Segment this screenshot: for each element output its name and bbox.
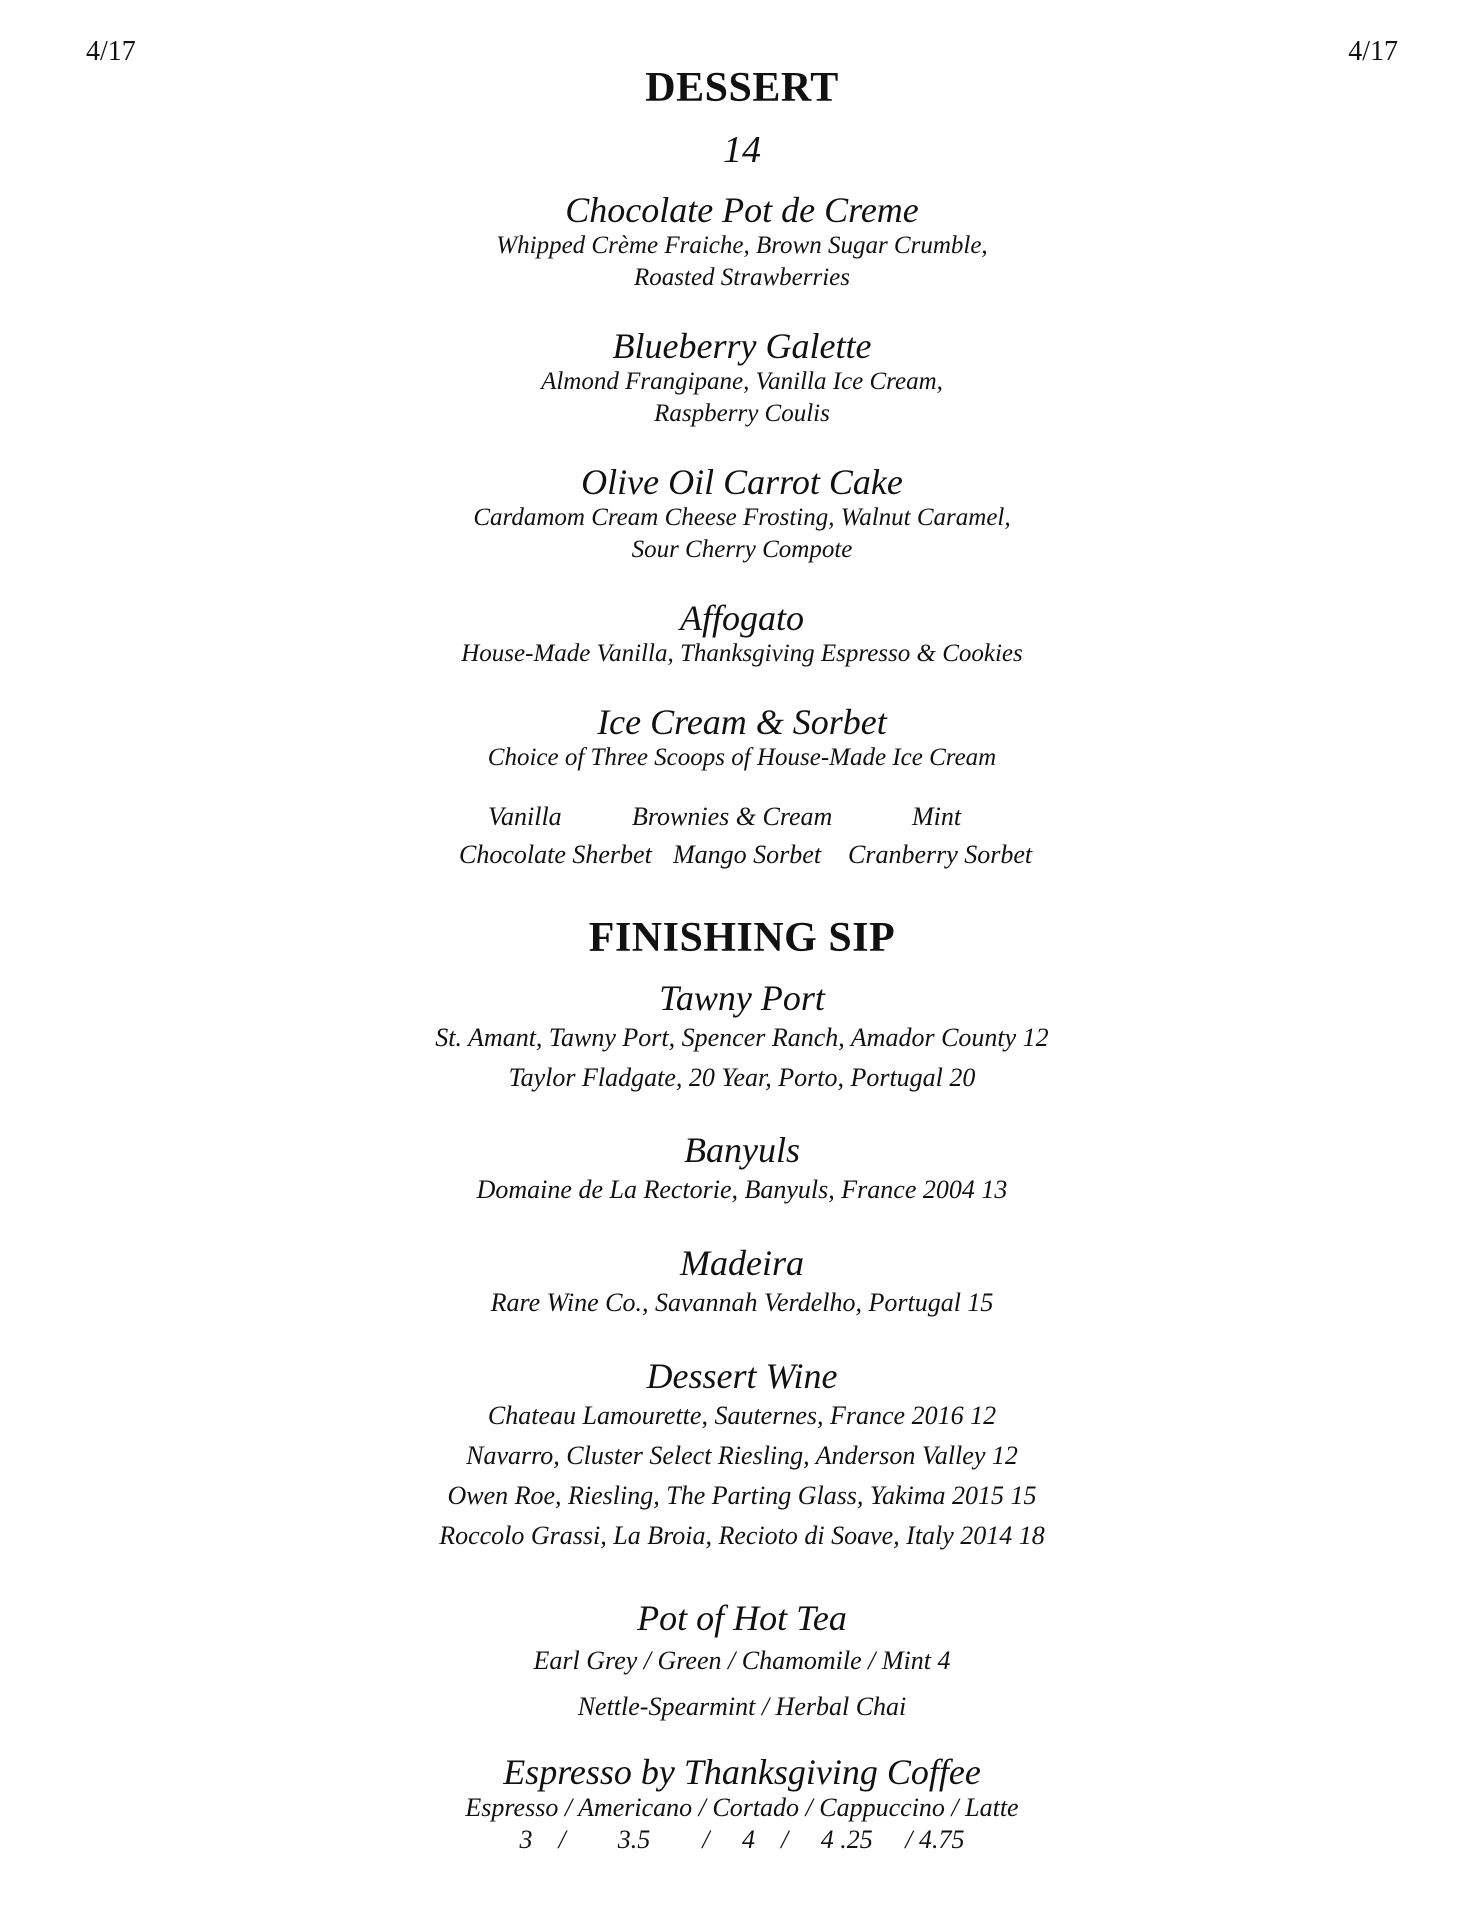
wine-line: Roccolo Grassi, La Broia, Recioto di Soave, Italy 2014 18 xyxy=(439,1521,1045,1550)
flavor-item: Cranberry Sorbet xyxy=(848,840,1033,869)
item-desc: Roasted Strawberries xyxy=(634,264,850,291)
item-desc: House-Made Vanilla, Thanksgiving Espresso & Cookies xyxy=(461,640,1023,667)
date-right: 4/17 xyxy=(1348,36,1398,67)
tea-line: Nettle-Spearmint / Herbal Chai xyxy=(577,1692,907,1721)
group-name: Espresso by Thanksgiving Coffee xyxy=(503,1752,981,1792)
item-desc: Cardamom Cream Cheese Frosting, Walnut Caramel, xyxy=(473,504,1011,531)
finishing-sip-title: FINISHING SIP xyxy=(588,915,896,961)
item-name: Olive Oil Carrot Cake xyxy=(581,462,903,502)
wine-line: Owen Roe, Riesling, The Parting Glass, Yakima 2015 15 xyxy=(447,1481,1037,1510)
group-name: Tawny Port xyxy=(659,978,825,1018)
item-desc: Whipped Crème Fraiche, Brown Sugar Crumble, xyxy=(496,232,988,259)
item-name: Chocolate Pot de Creme xyxy=(565,190,919,230)
menu-item xyxy=(0,702,1484,774)
menu-item xyxy=(0,326,1484,430)
flavor-item: Vanilla xyxy=(488,802,562,831)
menu-item xyxy=(0,598,1484,670)
item-desc: Almond Frangipane, Vanilla Ice Cream, xyxy=(541,368,943,395)
flavor-item: Chocolate Sherbet xyxy=(459,840,652,869)
wine-line: Rare Wine Co., Savannah Verdelho, Portugal 15 xyxy=(490,1288,994,1317)
wine-line: Navarro, Cluster Select Riesling, Anderson Valley 12 xyxy=(466,1441,1018,1470)
group-name: Madeira xyxy=(680,1243,804,1283)
dessert-price: 14 xyxy=(723,129,761,171)
menu-group xyxy=(0,978,1484,1098)
item-desc: Choice of Three Scoops of House-Made Ice Cream xyxy=(487,744,997,771)
flavor-item: Mango Sorbet xyxy=(673,840,822,869)
menu-item xyxy=(0,190,1484,294)
menu-group xyxy=(0,1243,1484,1323)
wine-line: St. Amant, Tawny Port, Spencer Ranch, Amador County 12 xyxy=(435,1023,1049,1052)
wine-line: Domaine de La Rectorie, Banyuls, France 2004 13 xyxy=(476,1175,1008,1204)
group-name: Banyuls xyxy=(684,1130,800,1170)
menu-item xyxy=(0,462,1484,566)
item-desc: Sour Cherry Compote xyxy=(631,536,853,563)
wine-line: Chateau Lamourette, Sauternes, France 2016 12 xyxy=(487,1401,997,1430)
group-name: Dessert Wine xyxy=(646,1356,838,1396)
menu-group xyxy=(0,1752,1484,1856)
flavor-list xyxy=(0,798,1484,878)
flavor-item: Brownies & Cream xyxy=(632,802,833,831)
menu-group xyxy=(0,1598,1484,1730)
menu-group xyxy=(0,1356,1484,1556)
dessert-title: DESSERT xyxy=(645,65,839,111)
item-name: Blueberry Galette xyxy=(612,326,872,366)
wine-line: Taylor Fladgate, 20 Year, Porto, Portugal 20 xyxy=(508,1063,976,1092)
item-desc: Raspberry Coulis xyxy=(654,400,830,427)
tea-line: Earl Grey / Green / Chamomile / Mint 4 xyxy=(533,1646,951,1675)
group-name: Pot of Hot Tea xyxy=(637,1598,847,1638)
item-name: Ice Cream & Sorbet xyxy=(597,702,887,742)
menu-group xyxy=(0,1130,1484,1210)
item-name: Affogato xyxy=(680,598,804,638)
date-left: 4/17 xyxy=(86,36,136,67)
flavor-item: Mint xyxy=(912,802,962,831)
coffee-prices: 3 / 3.5 / 4 / 4 .25 / 4.75 xyxy=(519,1825,965,1854)
coffee-line: Espresso / Americano / Cortado / Cappuccino / Latte xyxy=(465,1793,1019,1822)
